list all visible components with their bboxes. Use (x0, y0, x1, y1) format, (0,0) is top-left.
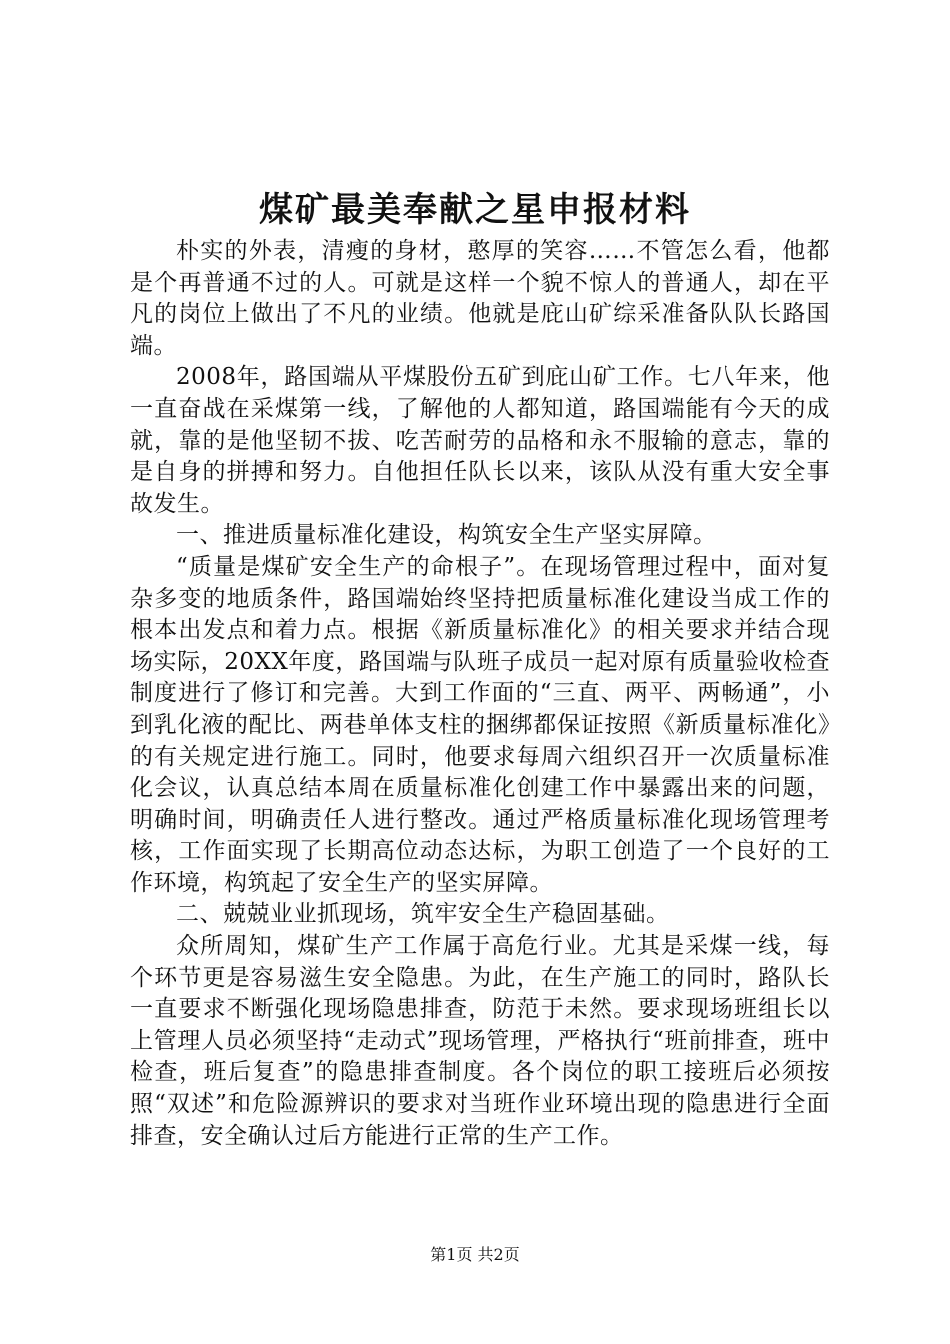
paragraph: “质量是煤矿安全生产的命根子”。在现场管理过程中，面对复杂多变的地质条件，路国端始终坚持把质量标准化建设当成工作的根本出发点和着力点。根据《新质量标准化》的相关要求并结合现场实际，20XX年度，路国端与队班子成员一起对原有质量验收检查制度进行了修订和完善。大到工作面的“三直、两平、两畅通”，小到乳化液的配比、两巷单体支柱的捆绑都保证按照《新质量标准化》的有关规定进行施工。同时，他要求每周六组织召开一次质量标准化会议，认真总结本周在质量标准化创建工作中暴露出来的问题，明确时间，明确责任人进行整改。通过严格质量标准化现场管理考核，工作面实现了长期高位动态达标，为职工创造了一个良好的工作环境，构筑起了安全生产的坚实屏障。 (130, 553, 830, 896)
paragraph: 2008年，路国端从平煤股份五矿到庇山矿工作。七八年来，他一直奋战在采煤第一线，了解他的人都知道，路国端能有今天的成就，靠的是他坚韧不拔、吃苦耐劳的品格和永不服输的意志，靠的是自身的拼搏和努力。自他担任队长以来，该队从没有重大安全事故发生。 (130, 364, 830, 517)
document-title: 煤矿最美奉献之星申报材料 (259, 190, 691, 230)
section-heading: 二、兢兢业业抓现场，筑牢安全生产稳固基础。 (176, 901, 670, 928)
document-body (130, 236, 830, 1152)
paragraph: 众所周知，煤矿生产工作属于高危行业。尤其是采煤一线，每个环节更是容易滋生安全隐患。为此，在生产施工的同时，路队长一直要求不断强化现场隐患排查，防范于未然。要求现场班组长以上管理人员必须坚持“走动式”现场管理，严格执行“班前排查，班中检查，班后复查”的隐患排查制度。各个岗位的职工接班后必须按照“双述”和危险源辨识的要求对当班作业环境出现的隐患进行全面排查，安全确认过后方能进行正常的生产工作。 (130, 933, 830, 1149)
paragraph: 朴实的外表，清瘦的身材，憨厚的笑容……不管怎么看，他都是个再普通不过的人。可就是这样一个貌不惊人的普通人，却在平凡的岗位上做出了不凡的业绩。他就是庇山矿综采准备队队长路国端。 (130, 238, 830, 359)
section-heading: 一、推进质量标准化建设，构筑安全生产坚实屏障。 (176, 522, 717, 549)
page-footer: 第1页 共2页 (430, 1245, 520, 1264)
